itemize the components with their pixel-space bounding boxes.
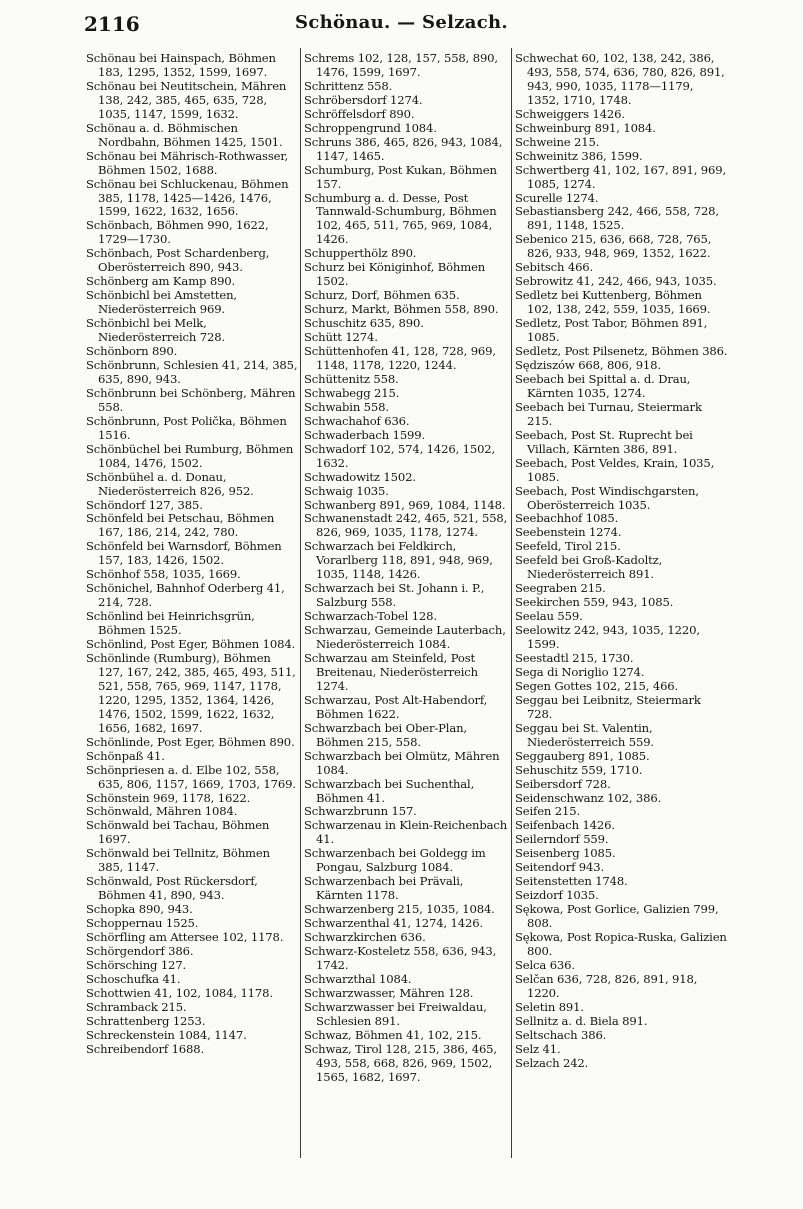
index-entry: Schwadowitz 1502. bbox=[304, 469, 416, 484]
index-entry: Seggau bei St. Valentin, Niederösterreich 559. bbox=[515, 720, 654, 749]
index-entry: Schönlinde (Rumburg), Böhmen 127, 167, 242, 385, 465, 493, 511, 521, 558, 765, 969, 1147, 1178, 1220, 1295, 1352, 1364, 1426, 1476, 1502, 1599, 1622, 1632, 1656, 1682, 1697. bbox=[86, 650, 296, 735]
index-entry: Schönbrunn, Post Polička, Böhmen 1516. bbox=[86, 413, 287, 442]
index-entry: Selzach 242. bbox=[515, 1055, 589, 1070]
index-entry: Seilerndorf 559. bbox=[515, 832, 609, 847]
index-entry: Schwarzbach bei Suchenthal, Böhmen 41. bbox=[304, 776, 475, 805]
index-entry: Schreckenstein 1084, 1147. bbox=[86, 1027, 247, 1042]
index-entry: Sehuschitz 559, 1710. bbox=[515, 762, 643, 777]
index-entry: Sebrowitz 41, 242, 466, 943, 1035. bbox=[515, 274, 717, 289]
index-entry: Schönwald bei Tachau, Böhmen 1697. bbox=[86, 818, 270, 847]
page-number: 2116 bbox=[84, 12, 140, 36]
index-entry: Seggauberg 891, 1085. bbox=[515, 748, 650, 763]
index-entry: Schwadorf 102, 574, 1426, 1502, 1632. bbox=[304, 441, 496, 470]
index-entry: Schurz bei Königinhof, Böhmen 1502. bbox=[304, 260, 486, 289]
index-entry: Schwarzenthal 41, 1274, 1426. bbox=[304, 916, 483, 931]
index-entry: Sebenico 215, 636, 668, 728, 765, 826, 933, 948, 969, 1352, 1622. bbox=[515, 232, 712, 261]
index-entry: Schönau bei Neutitschein, Mähren 138, 242, 385, 465, 635, 728, 1035, 1147, 1599, 1632. bbox=[86, 78, 287, 121]
index-entry: Schönwald, Post Rückersdorf, Böhmen 41, 890, 943. bbox=[86, 874, 258, 903]
index-entry: Schweiggers 1426. bbox=[515, 106, 625, 121]
index-entry: Schumburg a. d. Desse, Post Tannwald-Schumburg, Böhmen 102, 465, 511, 765, 969, 1084, 1426. bbox=[304, 190, 497, 247]
index-entry: Schwaz, Tirol 128, 215, 386, 465, 493, 558, 668, 826, 969, 1502, 1565, 1682, 1697. bbox=[304, 1041, 497, 1084]
index-entry: Seelau 559. bbox=[515, 609, 583, 624]
index-entry: Schwarzau, Post Alt-Habendorf, Böhmen 1622. bbox=[304, 692, 488, 721]
index-entry: Schönbrunn bei Schönberg, Mähren 558. bbox=[86, 385, 296, 414]
index-entry: Schönhof 558, 1035, 1669. bbox=[86, 567, 241, 582]
running-title: Schönau. — Selzach. bbox=[295, 12, 508, 33]
index-entry: Schönau a. d. Böhmischen Nordbahn, Böhmen 1425, 1501. bbox=[86, 120, 283, 149]
index-entry: Schwechat 60, 102, 138, 242, 386, 493, 558, 574, 636, 780, 826, 891, 943, 990, 1035, 1178—1179, 1352, 1710, 1748. bbox=[515, 52, 725, 107]
index-entry: Schottwien 41, 102, 1084, 1178. bbox=[86, 985, 273, 1000]
index-entry: Seegraben 215. bbox=[515, 581, 606, 596]
index-entry: Schörgendorf 386. bbox=[86, 944, 194, 958]
index-entry: Schönpaß 41. bbox=[86, 748, 165, 763]
index-column-1 bbox=[86, 52, 298, 1172]
index-entry: Schönstein 969, 1178, 1622. bbox=[86, 790, 251, 805]
index-entry: Sebitsch 466. bbox=[515, 260, 594, 275]
index-entry: Schrattenberg 1253. bbox=[86, 1013, 206, 1028]
index-entry: Sedletz, Post Tabor, Böhmen 891, 1085. bbox=[515, 316, 708, 345]
column-divider bbox=[511, 48, 512, 1158]
index-entry: Seebenstein 1274. bbox=[515, 525, 622, 540]
index-entry: Schönau bei Mährisch-Rothwasser, Böhmen 1502, 1688. bbox=[86, 148, 289, 177]
index-entry: Seifen 215. bbox=[515, 804, 580, 819]
index-entry: Schönlind, Post Eger, Böhmen 1084. bbox=[86, 637, 296, 652]
index-entry: Seebach, Post Veldes, Krain, 1035, 1085. bbox=[515, 455, 715, 484]
index-entry: Schramback 215. bbox=[86, 999, 187, 1014]
index-entry: Schweine 215. bbox=[515, 134, 600, 149]
index-entry: Schörsching 127. bbox=[86, 957, 187, 972]
index-entry: Schurz, Markt, Böhmen 558, 890. bbox=[304, 302, 499, 317]
index-entry: Schurz, Dorf, Böhmen 635. bbox=[304, 288, 460, 303]
index-entry: Seekirchen 559, 943, 1085. bbox=[515, 595, 674, 610]
index-entry: Seefeld, Tirol 215. bbox=[515, 539, 621, 554]
index-entry: Seefeld bei Groß-Kadoltz, Niederösterreich 891. bbox=[515, 553, 663, 582]
index-entry: Seitenstetten 1748. bbox=[515, 874, 628, 889]
index-entry: Schuschitz 635, 890. bbox=[304, 316, 424, 331]
index-entry: Seltschach 386. bbox=[515, 1027, 607, 1042]
index-entry: Schopka 890, 943. bbox=[86, 902, 193, 917]
index-entry: Sędziszów 668, 806, 918. bbox=[515, 357, 661, 372]
index-entry: Schönichel, Bahnhof Oderberg 41, 214, 728. bbox=[86, 581, 285, 610]
index-entry: Seebach, Post St. Ruprecht bei Villach, Kärnten 386, 891. bbox=[515, 427, 693, 456]
index-entry: Schreibendorf 1688. bbox=[86, 1041, 205, 1056]
index-entry: Schönlinde, Post Eger, Böhmen 890. bbox=[86, 734, 295, 749]
index-entry: Schwarzenbach bei Prävali, Kärnten 1178. bbox=[304, 874, 464, 903]
index-entry: Schönbühel a. d. Donau, Niederösterreich 826, 952. bbox=[86, 469, 254, 498]
index-entry: Schwarzach bei Feldkirch, Vorarlberg 118, 891, 948, 969, 1035, 1148, 1426. bbox=[304, 539, 493, 582]
column-divider bbox=[300, 48, 301, 1158]
index-entry: Sega di Noriglio 1274. bbox=[515, 664, 645, 679]
index-entry: Sękowa, Post Ropica-Ruska, Galizien 800. bbox=[515, 930, 727, 958]
index-entry: Schüttenhofen 41, 128, 728, 969, 1148, 1178, 1220, 1244. bbox=[304, 344, 496, 372]
index-entry: Schönbrunn, Schlesien 41, 214, 385, 635, 890, 943. bbox=[86, 357, 298, 386]
index-entry: Schwarzenau in Klein-Reichenbach 41. bbox=[304, 818, 508, 847]
index-entry: Schwaderbach 1599. bbox=[304, 427, 426, 442]
index-entry: Schrittenz 558. bbox=[304, 78, 393, 93]
index-entry: Schönbichl bei Amstetten, Niederösterreich 969. bbox=[86, 288, 237, 317]
index-entry: Seestadtl 215, 1730. bbox=[515, 650, 634, 665]
index-entry: Seletin 891. bbox=[515, 999, 584, 1014]
index-entry: Schwabin 558. bbox=[304, 399, 389, 414]
index-entry: Seisenberg 1085. bbox=[515, 846, 616, 861]
index-entry: Selčan 636, 728, 826, 891, 918, 1220. bbox=[515, 971, 698, 1000]
index-entry: Seebach, Post Windischgarsten, Oberösterreich 1035. bbox=[515, 483, 699, 512]
index-entry: Seebach bei Turnau, Steiermark 215. bbox=[515, 399, 702, 428]
index-entry: Scurelle 1274. bbox=[515, 190, 599, 205]
index-entry: Schwarz-Kosteletz 558, 636, 943, 1742. bbox=[304, 944, 497, 972]
index-entry: Schwertberg 41, 102, 167, 891, 969, 1085, 1274. bbox=[515, 162, 727, 191]
index-entry: Sękowa, Post Gorlice, Galizien 799, 808. bbox=[515, 902, 719, 931]
index-entry: Schwarzau, Gemeinde Lauterbach, Niederösterreich 1084. bbox=[304, 623, 506, 652]
index-entry: Schwarzbrunn 157. bbox=[304, 804, 417, 819]
index-entry: Segen Gottes 102, 215, 466. bbox=[515, 678, 679, 693]
index-entry: Sellnitz a. d. Biela 891. bbox=[515, 1013, 648, 1028]
index-entry: Schönpriesen a. d. Elbe 102, 558, 635, 806, 1157, 1669, 1703, 1769. bbox=[86, 762, 296, 791]
index-entry: Seidenschwanz 102, 386. bbox=[515, 790, 662, 805]
index-entry: Schwarzkirchen 636. bbox=[304, 930, 426, 945]
index-entry: Schüttenitz 558. bbox=[304, 371, 399, 386]
index-entry: Schöndorf 127, 385. bbox=[86, 497, 203, 512]
index-entry: Selca 636. bbox=[515, 957, 575, 972]
index-entry: Schwarzbach bei Olmütz, Mähren 1084. bbox=[304, 748, 500, 777]
index-entry: Seifenbach 1426. bbox=[515, 818, 615, 833]
index-entry: Schroppengrund 1084. bbox=[304, 120, 437, 135]
index-entry: Schwabegg 215. bbox=[304, 385, 400, 400]
index-entry: Schönberg am Kamp 890. bbox=[86, 274, 236, 289]
index-entry: Schwaig 1035. bbox=[304, 483, 389, 498]
index-entry: Selz 41. bbox=[515, 1041, 561, 1056]
index-entry: Seizdorf 1035. bbox=[515, 888, 599, 903]
page-header bbox=[0, 6, 803, 38]
index-entry: Schwarzenbach bei Goldegg im Pongau, Salzburg 1084. bbox=[304, 846, 486, 875]
index-entry: Schupperthölz 890. bbox=[304, 246, 417, 261]
index-entry: Schönbüchel bei Rumburg, Böhmen 1084, 1476, 1502. bbox=[86, 441, 294, 470]
index-entry: Schwarzach-Tobel 128. bbox=[304, 609, 437, 624]
index-column-2 bbox=[304, 52, 508, 1172]
index-column-3 bbox=[515, 52, 729, 1172]
index-entry: Schönfeld bei Petschau, Böhmen 167, 186, 214, 242, 780. bbox=[86, 511, 275, 540]
index-entry: Schweinburg 891, 1084. bbox=[515, 120, 656, 135]
index-entry: Schönlind bei Heinrichsgrün, Böhmen 1525. bbox=[86, 609, 255, 638]
index-entry: Schönau bei Hainspach, Böhmen 183, 1295, 1352, 1599, 1697. bbox=[86, 52, 276, 79]
index-entry: Seebach bei Spittal a. d. Drau, Kärnten 1035, 1274. bbox=[515, 371, 691, 400]
index-entry: Schwanberg 891, 969, 1084, 1148. bbox=[304, 497, 506, 512]
index-entry: Schwarzach bei St. Johann i. P., Salzburg 558. bbox=[304, 581, 485, 610]
index-entry: Schwarzwasser, Mähren 128. bbox=[304, 985, 474, 1000]
index-entry: Schönfeld bei Warnsdorf, Böhmen 157, 183, 1426, 1502. bbox=[86, 539, 282, 568]
index-entry: Schröbersdorf 1274. bbox=[304, 92, 423, 107]
index-entry: Schönbach, Böhmen 990, 1622, 1729—1730. bbox=[86, 218, 269, 247]
index-entry: Schwaz, Böhmen 41, 102, 215. bbox=[304, 1027, 482, 1042]
index-entry: Seelowitz 242, 943, 1035, 1220, 1599. bbox=[515, 623, 700, 652]
index-entry: Seggau bei Leibnitz, Steiermark 728. bbox=[515, 692, 701, 721]
index-entry: Schwarzwasser bei Freiwaldau, Schlesien 891. bbox=[304, 999, 487, 1028]
index-entry: Schönbichl bei Melk, Niederösterreich 728. bbox=[86, 316, 225, 345]
index-entry: Seebachhof 1085. bbox=[515, 511, 619, 526]
index-entry: Schumburg, Post Kukan, Böhmen 157. bbox=[304, 162, 497, 191]
index-entry: Schwanenstadt 242, 465, 521, 558, 826, 969, 1035, 1178, 1274. bbox=[304, 511, 508, 540]
index-entry: Schütt 1274. bbox=[304, 330, 378, 345]
index-entry: Schwarzau am Steinfeld, Post Breitenau, Niederösterreich 1274. bbox=[304, 650, 478, 693]
index-entry: Schönwald bei Tellnitz, Böhmen 385, 1147. bbox=[86, 846, 270, 875]
index-entry: Schoschufka 41. bbox=[86, 971, 181, 986]
index-entry: Schröffelsdorf 890. bbox=[304, 106, 415, 121]
index-entry: Schörfling am Attersee 102, 1178. bbox=[86, 930, 284, 945]
index-entry: Schoppernau 1525. bbox=[86, 916, 199, 931]
index-entry: Schönwald, Mähren 1084. bbox=[86, 804, 238, 819]
index-entry: Schruns 386, 465, 826, 943, 1084, 1147, 1465. bbox=[304, 134, 503, 163]
index-entry: Sedletz bei Kuttenberg, Böhmen 102, 138, 242, 559, 1035, 1669. bbox=[515, 288, 711, 317]
index-entry: Schwarzenberg 215, 1035, 1084. bbox=[304, 902, 495, 917]
index-entry: Schweinitz 386, 1599. bbox=[515, 148, 643, 163]
index-entry: Schönborn 890. bbox=[86, 344, 178, 359]
index-entry: Schönbach, Post Schardenberg, Oberösterreich 890, 943. bbox=[86, 246, 270, 275]
index-entry: Sebastiansberg 242, 466, 558, 728, 891, 1148, 1525. bbox=[515, 204, 719, 233]
index-entry: Schönau bei Schluckenau, Böhmen 385, 1178, 1425—1426, 1476, 1599, 1622, 1632, 1656. bbox=[86, 176, 289, 219]
index-entry: Seitendorf 943. bbox=[515, 860, 604, 875]
index-entry: Schwarzthal 1084. bbox=[304, 971, 412, 986]
index-entry: Schrems 102, 128, 157, 558, 890, 1476, 1599, 1697. bbox=[304, 52, 498, 79]
index-entry: Schwarzbach bei Ober-Plan, Böhmen 215, 558. bbox=[304, 720, 467, 749]
index-entry: Seibersdorf 728. bbox=[515, 776, 611, 791]
index-entry: Sedletz, Post Pilsenetz, Böhmen 386. bbox=[515, 344, 728, 359]
index-entry: Schwachahof 636. bbox=[304, 413, 410, 428]
